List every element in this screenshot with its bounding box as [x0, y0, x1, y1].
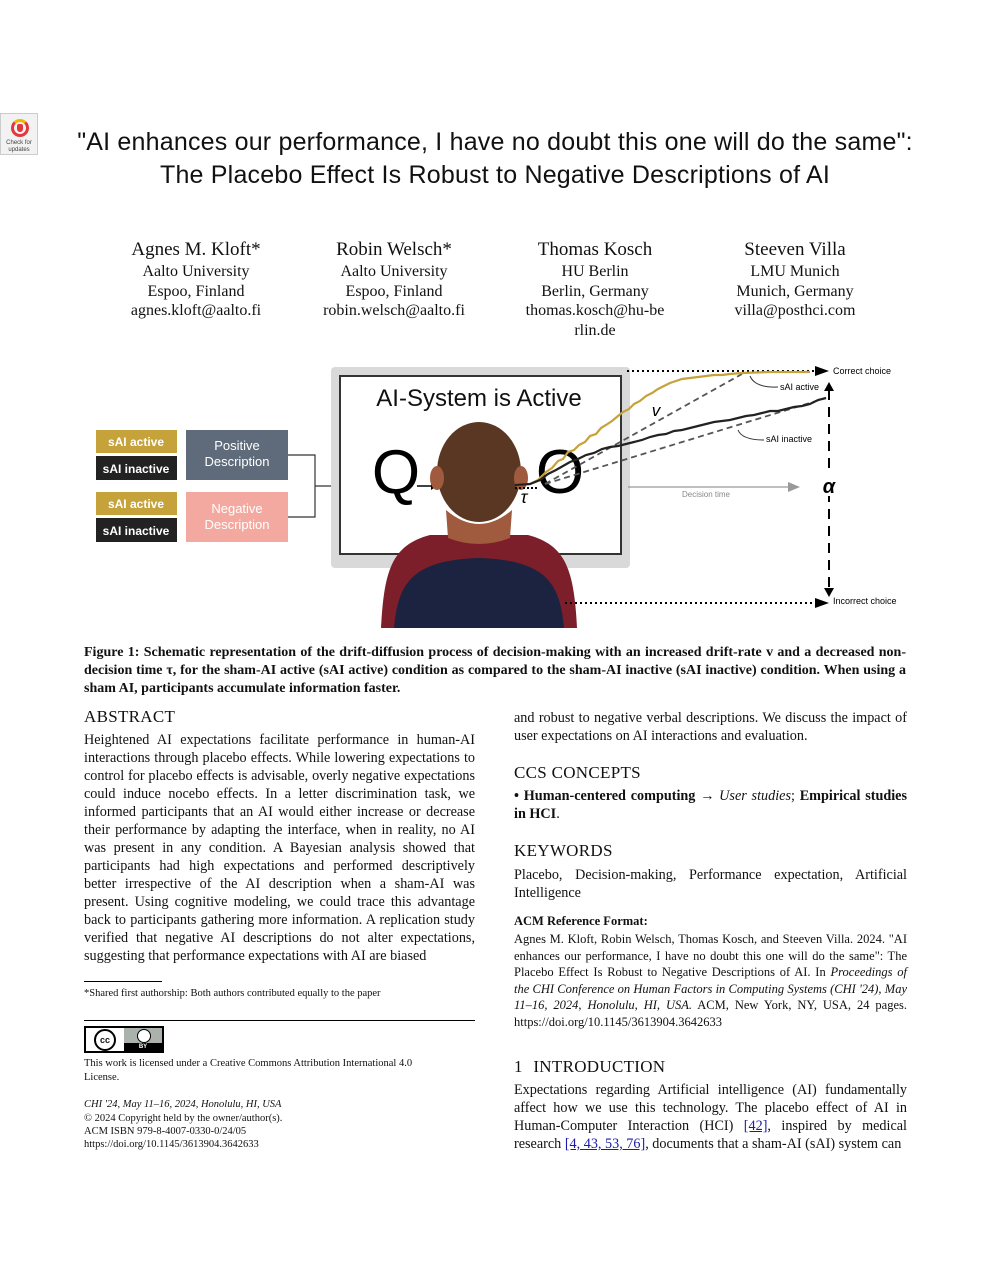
intro-text-part: , inspired by medical research [514, 1118, 907, 1152]
alpha-symbol: α [822, 476, 836, 498]
copyright: © 2024 Copyright held by the owner/author(s). [84, 1113, 283, 1124]
drift-symbol: v [651, 401, 661, 420]
stimulus-right: O [535, 438, 585, 507]
check-for-updates-badge[interactable] [0, 113, 38, 155]
trace-inactive-label: sAI inactive [766, 434, 813, 444]
author-location: Berlin, Germany [541, 282, 649, 300]
by-icon [124, 1028, 162, 1051]
alpha-arrow-up-icon [824, 382, 834, 391]
paper-title: "AI enhances our performance, I have no doubt this one will do the same": The Placebo Effect Is Robust to Negative Descriptions of AI [77, 128, 913, 189]
by-label: BY [124, 1043, 162, 1051]
correct-choice-label: Correct choice [833, 366, 892, 376]
author-email[interactable]: agnes.kloft@aalto.fi [130, 302, 262, 319]
author-affiliation: Aalto University [340, 263, 448, 280]
head-hair [437, 422, 521, 522]
ccs-arrow: → [700, 788, 715, 804]
author-location: Espoo, Finland [345, 282, 443, 300]
axis-arrow-icon [788, 482, 800, 492]
reference-authors: Agnes M. Kloft, Robin Welsch, Thomas Kosch, and Steeven Villa. 2024. "AI enhances our performance, I have no doubt this one will do the same": The Placebo Effect Is Robust to Negative Descriptions of AI. In [514, 932, 907, 979]
citation-link[interactable]: [4, 43, 53, 76] [564, 1136, 646, 1152]
trace-pointer [738, 430, 764, 440]
author-name: Robin Welsch* [336, 239, 452, 260]
reference-text [514, 931, 907, 1030]
license-rule [84, 1020, 475, 1021]
citation-link[interactable]: [42] [743, 1118, 768, 1134]
author-block [86, 238, 306, 321]
person-icon [137, 1029, 151, 1043]
reference-tail: ACM, New York, NY, USA, 24 pages. https://doi.org/10.1145/3613904.3642633 [514, 998, 907, 1029]
intro-text [514, 1081, 907, 1153]
figure-1 [0, 360, 990, 635]
footnote: *Shared first authorship: Both authors contributed equally to the paper [84, 988, 381, 999]
ear [430, 466, 444, 490]
venue: CHI '24, May 11–16, 2024, Honolulu, HI, USA [84, 1099, 282, 1110]
keywords-text: Placebo, Decision-making, Performance expectation, Artificial Intelligence [514, 867, 907, 901]
abstract-heading: ABSTRACT [84, 707, 176, 726]
negative-description-label: Negative Description [204, 501, 270, 532]
ccs-concept: Empirical studies in HCI [514, 788, 907, 822]
sai-active-label: sAI active [107, 435, 165, 449]
intro-text-part: Expectations regarding Artificial intelligence (AI) fundamentally affect how we use this technology. The placebo effect of AI in Human-Computer Interaction (HCI) [514, 1082, 907, 1134]
intro-heading: 1 INTRODUCTION [514, 1057, 666, 1076]
cc-icon [86, 1028, 124, 1051]
abstract-text: Heightened AI expectations facilitate performance in human-AI interactions through placebo effects. While lowering expectations to control for placebo effects is advisable, overly negative expectations could induce nocebo effects. In a letter discrimination task, we informed participants that an AI would either increase or decrease their performance by adapting the interface, when in reality, no AI was present in any condition. A Bayesian analysis showed that participants had high expectations and performed descriptively better irrespective of the AI description when a sham-AI was present. Using cognitive modeling, we could trace this advantage back to participants gathering more information. A replication study verified that negative AI descriptions do not alter expectations, suggesting that performance expectations with AI are biased [84, 732, 475, 964]
cc-circle: cc [94, 1029, 116, 1051]
sai-active-label: sAI active [107, 497, 165, 511]
author-name: Agnes M. Kloft* [131, 239, 261, 260]
stimulus-left: Q [371, 438, 421, 507]
author-email[interactable]: robin.welsch@aalto.fi [323, 302, 465, 319]
figure-caption: Figure 1: Schematic representation of the drift-diffusion process of decision-making with an increased drift-rate v and a decreased non-decision time τ, for the sham-AI active (sAI active) condition as compared to the sham-AI inactive (sAI inactive) condition. When using a sham AI, participants accumulate information faster. [84, 645, 906, 696]
ccs-concepts: • Human-centered computing → User studies; Empirical studies in HCI. [514, 788, 907, 822]
crossmark-icon [11, 119, 29, 137]
author-location: Espoo, Finland [147, 282, 245, 300]
author-name: Steeven Villa [744, 239, 846, 260]
author-block [685, 238, 905, 321]
incorrect-choice-label: Incorrect choice [833, 596, 897, 606]
decision-time-label: Decision time [681, 490, 731, 499]
abstract-continuation: and robust to negative verbal descriptions. We discuss the impact of user expectations on AI interactions and evaluation. [514, 710, 907, 744]
author-block [284, 238, 504, 321]
author-name: Thomas Kosch [537, 239, 653, 260]
ccs-concept: Human-centered computing [523, 788, 696, 804]
reference-proceedings: Proceedings of the CHI Conference on Human Factors in Computing Systems (CHI '24), May 11–16, 2024, Honolulu, HI, USA. [514, 965, 907, 1012]
trace-pointer [750, 376, 778, 387]
sai-inactive-label: sAI inactive [102, 524, 170, 538]
connector [288, 455, 332, 517]
tau-symbol: τ [520, 487, 528, 507]
sai-inactive-label: sAI inactive [102, 462, 170, 476]
author-affiliation: HU Berlin [561, 263, 629, 280]
badge-label: Check for updates [6, 140, 32, 153]
positive-description-label: Positive Description [204, 438, 270, 469]
license-text: This work is licensed under a Creative Commons Attribution International 4.0 License. [84, 1058, 413, 1083]
footnote-rule [84, 981, 162, 982]
doi-link[interactable]: https://doi.org/10.1145/3613904.3642633 [84, 1139, 259, 1150]
author-affiliation: LMU Munich [750, 263, 840, 280]
ccs-bullet: • [514, 788, 519, 804]
lower-boundary-arrow-icon [815, 598, 829, 608]
reference-heading: ACM Reference Format: [514, 914, 648, 928]
keywords-heading: KEYWORDS [514, 841, 613, 860]
trace-active-label: sAI active [780, 382, 820, 392]
author-email[interactable]: thomas.kosch@hu-berlin.de [525, 302, 665, 339]
author-location: Munich, Germany [736, 282, 854, 300]
isbn: ACM ISBN 979-8-4007-0330-0/24/05 [84, 1126, 247, 1137]
cc-by-logo[interactable] [84, 1026, 164, 1053]
upper-boundary-arrow-icon [815, 366, 829, 376]
screen-text: AI-System is Active [376, 385, 582, 412]
author-affiliation: Aalto University [142, 263, 250, 280]
ccs-subconcept: User studies [719, 788, 791, 804]
intro-text-part: , documents that a sham-AI (sAI) system can [645, 1136, 902, 1152]
author-email[interactable]: villa@posthci.com [734, 302, 856, 319]
author-block [485, 238, 705, 340]
ccs-heading: CCS CONCEPTS [514, 763, 641, 782]
